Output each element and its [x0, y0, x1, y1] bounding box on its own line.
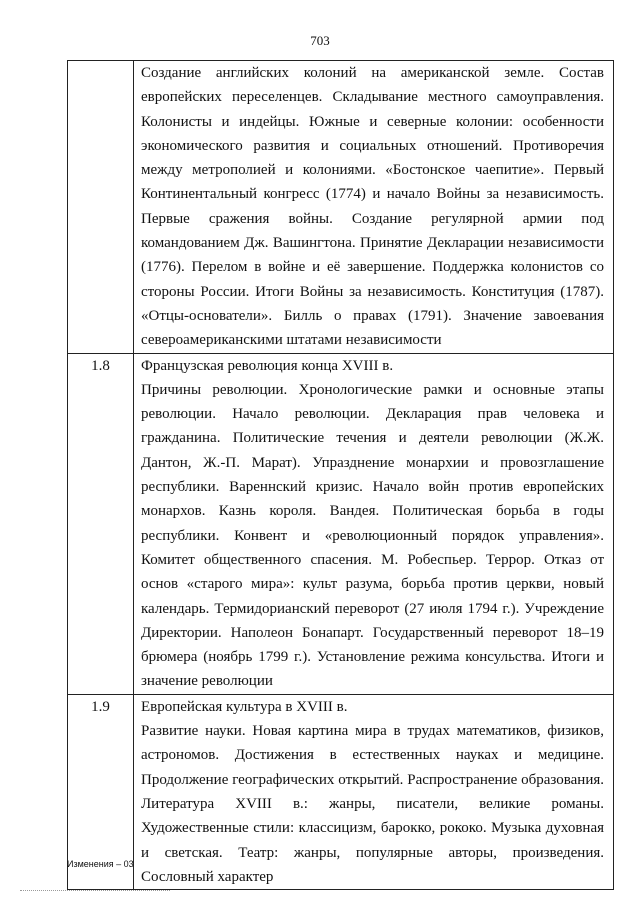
section-number: 1.9	[68, 694, 134, 889]
table-row	[68, 694, 614, 889]
section-cell	[134, 694, 614, 889]
page-number: 703	[310, 33, 330, 48]
revision-footer: Изменения – 03	[67, 859, 134, 869]
section-heading: Европейская культура в XVIII в.	[141, 698, 348, 715]
section-heading: Французская революция конца XVIII в.	[141, 357, 394, 374]
section-text: Создание английских колоний на американской земле. Состав европейских переселенцев. Складывание местного самоуправления. Колонисты и индейцы. Южные и северные колонии: особенности экономического развития и социальных отношений. Противоречия между метрополией и колониями. «Бостонское чаепитие». Первый Континентальный конгресс (1774) и начало Войны за независимость. Первые сражения войны. Создание регулярной армии под командованием Дж. Вашингтона. Принятие Декларации независимости (1776). Перелом в войне и её завершение. Поддержка колонистов со стороны России. Итоги Войны за независимость. Конституция (1787). «Отцы-основатели». Билль о правах (1791). Значение завоевания североамериканскими штатами независимости	[141, 65, 604, 349]
table-row	[68, 353, 614, 694]
scan-artifact	[20, 890, 170, 895]
section-cell	[134, 353, 614, 694]
table-row	[68, 61, 614, 354]
section-number	[68, 61, 134, 354]
section-cell	[134, 61, 614, 354]
section-text: Развитие науки. Новая картина мира в трудах математиков, физиков, астрономов. Достижения в естественных науках и медицине. Продолжение географических открытий. Распространение образования. Литература XVIII в.: жанры, писатели, великие романы. Художественные стили: классицизм, барокко, рококо. Музыка духовная и светская. Театр: жанры, популярные авторы, произведения. Сословный характер	[141, 723, 604, 885]
curriculum-table	[67, 60, 614, 890]
section-number: 1.8	[68, 353, 134, 694]
section-text: Причины революции. Хронологические рамки и основные этапы революции. Начало революции. Декларация прав человека и гражданина. Политические течения и деятели революции (Ж.Ж. Дантон, Ж.-П. Марат). Упразднение монархии и провозглашение республики. Вареннский кризис. Начало войн против европейских монархов. Казнь короля. Вандея. Политическая борьба в годы республики. Конвент и «революционный порядок управления». Комитет общественного спасения. М. Робеспьер. Террор. Отказ от основ «старого мира»: культ разума, борьба против церкви, новый календарь. Термидорианский переворот (27 июля 1794 г.). Учреждение Директории. Наполеон Бонапарт. Государственный переворот 18–19 брюмера (ноябрь 1799 г.). Установление режима консульства. Итоги и значение революции	[141, 381, 604, 690]
